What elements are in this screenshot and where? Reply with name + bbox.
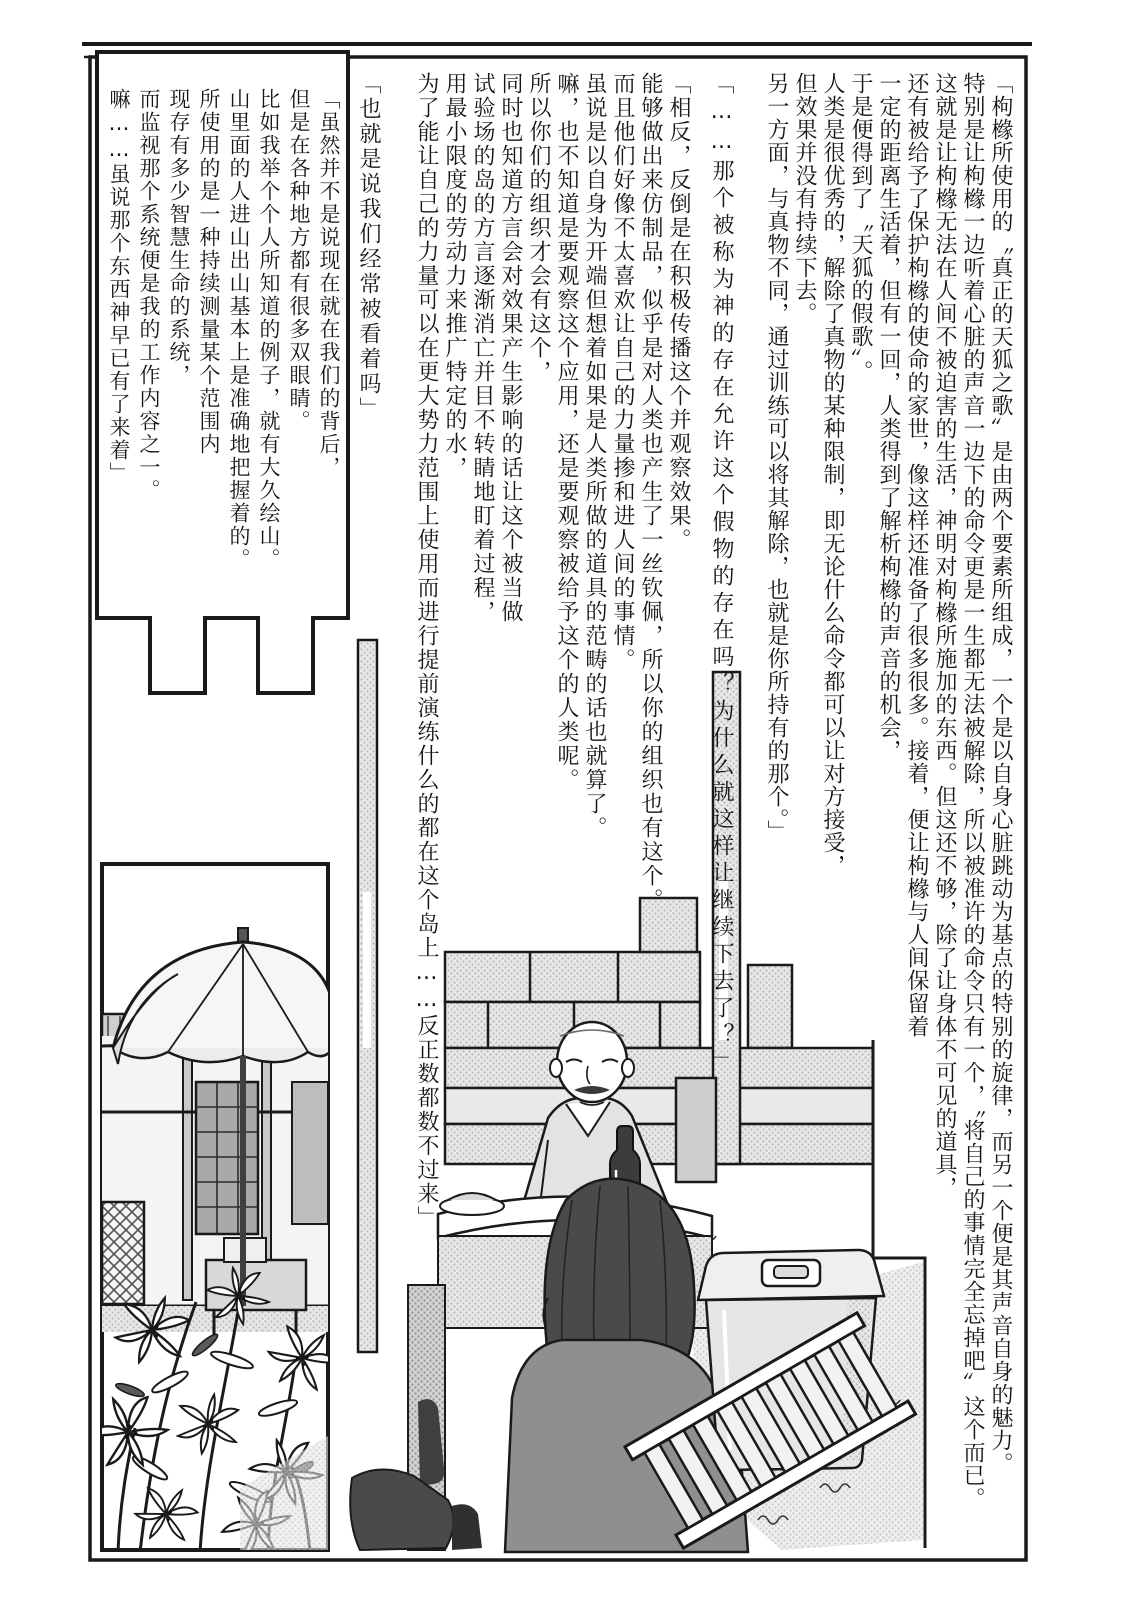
dialogue-column: 嘛，也不知道是要观察这个应用，还是要观察被给予这个的人类呢。 xyxy=(554,72,579,792)
dialogue-column: 试验场的岛的方言逐渐消亡并目不转睛地盯着过程， xyxy=(470,72,495,624)
garden-house-panel xyxy=(79,864,346,1568)
dialogue-column: 用最小限度的劳动力来推广特定的水， xyxy=(442,72,467,480)
dialogue-column: 所以你们的组织才会有这个， xyxy=(526,72,551,384)
dialogue-column: 但是在各种地方都有很多双眼睛。 xyxy=(287,88,311,433)
narration-true-tenko-song-block xyxy=(758,72,1014,1572)
dialogue-column: 山里面的人进山出山基本上是准确地把握着的。 xyxy=(227,88,251,571)
dialogue-column: 而且他们好像不太喜欢让自己的力量掺和进人间的事情。 xyxy=(610,72,635,672)
dialogue-column: 但效果并没有持续下去。 xyxy=(792,72,817,325)
dialogue-column: 虽说是以自身为开端但想着如果是人类所做的道具的范畴的话也就算了。 xyxy=(582,72,607,840)
question-false-god-block xyxy=(703,72,735,1152)
dialogue-column: 「枸橼所使用的〝真正的天狐之歌〟是由两个要素所组成，一个是以自身心脏跳动为基点的特别的旋律，而另一个便是其声音自身的魅力。 xyxy=(988,72,1013,1475)
question-always-watched-block xyxy=(352,72,382,502)
dialogue-column: 比如我举个个人所知道的例子，就有大久绘山。 xyxy=(257,88,281,571)
dialogue-column: 同时也知道方言会对效果产生影响的话让这个被当做 xyxy=(498,72,523,624)
reply-observation-block xyxy=(408,72,692,1472)
dialogue-column: 还有被给予了保护枸橼的使命的家世，像这样还准备了很多很多。接着，便让枸橼与人间保留着 xyxy=(904,72,929,1038)
dialogue-column: 所使用的是一种持续测量某个范围内 xyxy=(197,88,221,456)
dialogue-column: 嘛……虽说那个东西神早已有了来着」 xyxy=(107,88,131,485)
dialogue-column: 人类是很优秀的，解除了真物的某种限制，即无论什么命令都可以让对方接受， xyxy=(820,72,845,877)
dialogue-column: 能够做出来仿制品，似乎是对人类也产生了一丝钦佩，所以你的组织也有这个。 xyxy=(638,72,663,912)
dialogue-column: 这就是让枸橼无法在人间不被迫害的生活，神明对枸橼所施加的东西。但这还不够，除了让身体不可见的道具， xyxy=(932,72,957,1199)
dialogue-column: 「也就是说我们经常被看着吗」 xyxy=(356,72,381,422)
dialogue-column: 于是便得到了〝天狐的假歌〟。 xyxy=(848,72,873,383)
dialogue-column: 另一方面，与真物不同，通过训练可以将其解除，也就是你所持有的那个。」 xyxy=(764,72,789,843)
dialogue-column: 为了能让自己的力量可以在更大势力范围上使用而进行提前演练什么的都在这个岛上……反正数都数不过来」 xyxy=(414,72,439,1230)
reply-eyes-everywhere-block xyxy=(104,88,344,616)
dialogue-column: 「相反，反倒是在积极传播这个并观察效果。 xyxy=(666,72,691,552)
dialogue-column: 而监视那个系统便是我的工作内容之一。 xyxy=(137,88,161,502)
dialogue-column: 一定的距离生活着，但有一回，人类得到了解析枸橼的声音的机会， xyxy=(876,72,901,762)
drainpipe-post-illustration xyxy=(358,640,377,1352)
dialogue-column: 现存有多少智慧生命的系统， xyxy=(167,88,191,387)
dialogue-column: 特别是让枸橼一边听着心脏的声音一边下的命令更是一生都无法被解除，所以被准许的命令只有一个，〝将自己的事情完全忘掉吧〟这个而已。 xyxy=(960,72,985,1510)
dialogue-column: 「……那个被称为神的存在允许这个假物的存在吗？为什么就这样让继续下去了？」 xyxy=(709,72,734,1077)
dialogue-column: 「虽然并不是说现在就在我们的背后， xyxy=(317,88,341,479)
